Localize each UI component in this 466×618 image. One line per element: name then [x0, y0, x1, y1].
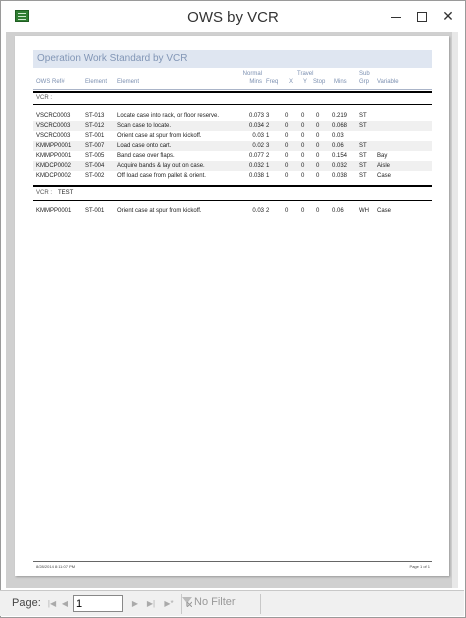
minimize-icon — [391, 17, 401, 18]
group-divider-thin — [33, 104, 432, 105]
row-stop: 0 — [316, 143, 320, 149]
row-variable: Case — [377, 173, 392, 179]
row-stop: 0 — [316, 123, 320, 129]
mins-header: Mins — [334, 79, 347, 85]
row-ows-ref: KMMPP0001 — [36, 143, 72, 149]
row-sub-grp: ST — [359, 143, 367, 149]
group-divider-thick — [33, 91, 432, 93]
row-element-code: ST-004 — [85, 163, 105, 169]
title-bar — [1, 1, 465, 33]
first-page-button[interactable]: |◀ — [47, 599, 57, 608]
page-number-input[interactable] — [73, 595, 123, 612]
row-stop: 0 — [316, 113, 320, 119]
maximize-button[interactable] — [409, 5, 435, 27]
footer-divider — [33, 561, 432, 562]
row-normal-mins: 0.034 — [248, 123, 264, 129]
group-divider-thin — [33, 200, 432, 201]
row-ows-ref: KMDCP0002 — [36, 173, 72, 179]
row-variable: Bay — [377, 153, 388, 159]
travel-header-top: Travel — [297, 71, 314, 77]
record-navigation-bar — [0, 590, 464, 616]
row-mins: 0.03 — [332, 133, 344, 139]
row-travel-x: 0 — [285, 133, 289, 139]
row-element: Scan case to locate. — [117, 123, 172, 129]
row-ows-ref: KMMPP0001 — [36, 208, 72, 214]
table-row — [33, 206, 432, 216]
filter-toggle[interactable] — [194, 596, 236, 608]
row-travel-y: 0 — [301, 163, 305, 169]
normal-mins-header: Mins — [249, 79, 262, 85]
row-stop: 0 — [316, 153, 320, 159]
row-normal-mins: 0.03 — [252, 133, 264, 139]
row-ows-ref: VSCRC0003 — [36, 123, 71, 129]
row-ows-ref: KMDCP0002 — [36, 163, 72, 169]
report-title: Operation Work Standard by VCR — [33, 50, 432, 68]
row-travel-y: 0 — [301, 113, 305, 119]
row-element-code: ST-001 — [85, 133, 105, 139]
row-freq: 1 — [266, 173, 270, 179]
row-travel-x: 0 — [285, 143, 289, 149]
row-mins: 0.032 — [332, 163, 348, 169]
close-icon: ✕ — [442, 8, 454, 24]
row-stop: 0 — [316, 163, 320, 169]
group-value: TEST — [58, 190, 74, 196]
row-freq: 1 — [266, 133, 270, 139]
row-freq: 2 — [266, 123, 270, 129]
variable-header: Variable — [377, 79, 399, 85]
row-travel-x: 0 — [285, 113, 289, 119]
row-element-code: ST-013 — [85, 113, 105, 119]
row-element: Band case over flaps. — [117, 153, 175, 159]
row-variable: Case — [377, 208, 392, 214]
print-timestamp: 8/28/2014 8:11:07 PM — [36, 564, 76, 569]
row-element: Orient case at spur from kickoff. — [117, 133, 202, 139]
row-freq: 2 — [266, 153, 270, 159]
table-row — [33, 151, 432, 161]
freq-header: Freq — [266, 79, 279, 85]
row-sub-grp: ST — [359, 173, 367, 179]
group-divider-thick — [33, 185, 432, 187]
table-row — [33, 121, 432, 131]
ows-ref-header: OWS Ref# — [36, 79, 65, 85]
row-mins: 0.06 — [332, 208, 344, 214]
next-page-button[interactable]: ▶ — [131, 599, 139, 608]
group-label: VCR : — [36, 95, 53, 101]
row-element: Locate case into rack, or floor reserve. — [117, 113, 220, 119]
row-travel-y: 0 — [301, 143, 305, 149]
row-normal-mins: 0.073 — [248, 113, 264, 119]
row-ows-ref: VSCRC0003 — [36, 113, 71, 119]
row-element-code: ST-005 — [85, 153, 105, 159]
travel-y-header: Y — [303, 79, 308, 85]
filter-label: No Filter — [194, 596, 236, 608]
table-row — [33, 161, 432, 171]
row-stop: 0 — [316, 173, 320, 179]
vertical-scrollbar[interactable] — [452, 32, 458, 588]
sub-header-top: Sub — [359, 71, 370, 77]
row-normal-mins: 0.038 — [248, 173, 264, 179]
row-ows-ref: VSCRC0003 — [36, 133, 71, 139]
row-sub-grp: ST — [359, 153, 367, 159]
element-header: Element — [117, 79, 140, 85]
row-element: Orient case at spur from kickoff. — [117, 208, 202, 214]
row-freq: 3 — [266, 113, 270, 119]
element-code-header: Element — [85, 79, 108, 85]
row-normal-mins: 0.02 — [252, 143, 264, 149]
page-label: Page: — [12, 597, 41, 609]
row-normal-mins: 0.032 — [248, 163, 264, 169]
previous-page-button[interactable]: ◀ — [61, 599, 69, 608]
row-freq: 2 — [266, 208, 270, 214]
row-element-code: ST-012 — [85, 123, 105, 129]
new-record-button[interactable]: ▶* — [164, 599, 174, 608]
header-divider — [33, 89, 432, 90]
row-stop: 0 — [316, 208, 320, 214]
sub-grp-header: Grp — [359, 79, 370, 85]
row-travel-y: 0 — [301, 173, 305, 179]
row-element-code: ST-002 — [85, 173, 105, 179]
row-travel-y: 0 — [301, 153, 305, 159]
stop-header: Stop — [313, 79, 326, 85]
maximize-icon — [417, 12, 427, 22]
table-row — [33, 131, 432, 141]
row-travel-x: 0 — [285, 173, 289, 179]
group-label: VCR : — [36, 190, 53, 196]
page-count: Page 1 of 1 — [409, 564, 430, 569]
row-mins: 0.154 — [332, 153, 348, 159]
row-mins: 0.068 — [332, 123, 348, 129]
nav-separator — [260, 594, 261, 614]
table-row — [33, 141, 432, 151]
row-travel-y: 0 — [301, 133, 305, 139]
row-travel-x: 0 — [285, 153, 289, 159]
row-ows-ref: KMMPP0001 — [36, 153, 72, 159]
row-element: Off load case from pallet & orient. — [117, 173, 206, 179]
row-freq: 1 — [266, 163, 270, 169]
row-sub-grp: ST — [359, 163, 367, 169]
row-mins: 0.219 — [332, 113, 348, 119]
window-title: OWS by VCR — [187, 9, 279, 26]
table-row — [33, 111, 432, 121]
row-freq: 3 — [266, 143, 270, 149]
row-mins: 0.038 — [332, 173, 348, 179]
row-element-code: ST-007 — [85, 143, 105, 149]
row-travel-y: 0 — [301, 208, 305, 214]
normal-header-top: Normal — [242, 71, 262, 77]
minimize-button[interactable] — [383, 5, 409, 27]
last-page-button[interactable]: ▶| — [146, 599, 156, 608]
row-stop: 0 — [316, 133, 320, 139]
row-element: Acquire bands & lay out on case. — [117, 163, 205, 169]
table-row — [33, 171, 432, 181]
filter-icon — [182, 597, 192, 607]
close-button[interactable] — [435, 5, 461, 27]
row-travel-x: 0 — [285, 123, 289, 129]
travel-x-header: X — [289, 79, 294, 85]
row-element: Load case onto cart. — [117, 143, 172, 149]
row-variable: Aisle — [377, 163, 391, 169]
row-sub-grp: WH — [359, 208, 369, 214]
row-normal-mins: 0.077 — [248, 153, 264, 159]
row-normal-mins: 0.03 — [252, 208, 264, 214]
row-mins: 0.06 — [332, 143, 344, 149]
row-travel-x: 0 — [285, 208, 289, 214]
row-travel-y: 0 — [301, 123, 305, 129]
row-sub-grp: ST — [359, 113, 367, 119]
row-travel-x: 0 — [285, 163, 289, 169]
row-sub-grp: ST — [359, 123, 367, 129]
row-element-code: ST-001 — [85, 208, 105, 214]
